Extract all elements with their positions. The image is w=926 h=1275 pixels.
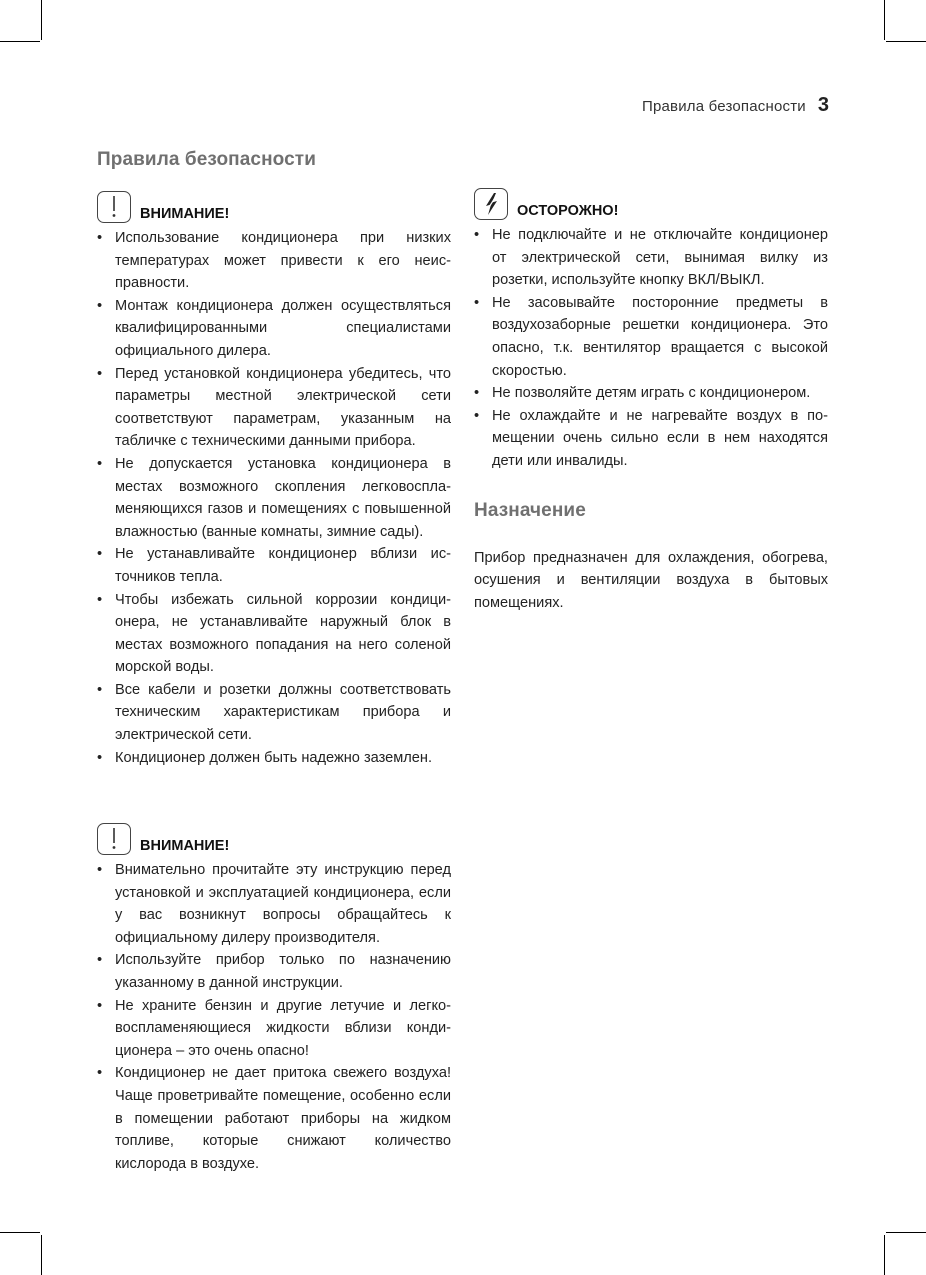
purpose-text: Прибор предназначен для охлаждения, обогрева, осушения и вентиляции воздуха в бытовых помещениях. — [474, 549, 828, 611]
list-item: • Внимательно прочитайте эту инструкцию перед установкой и эксплуатацией кондиционера, если у вас возникнут вопросы обращайтесь к официальному дилеру производителя. — [97, 859, 451, 949]
warning-header — [97, 187, 451, 223]
crop-mark — [886, 41, 926, 42]
list-item: • Используйте прибор только по назначению указанному в данной инструкции. — [97, 949, 451, 994]
list-item: • Перед установкой кондиционера убедитесь, что параметры местной электрической сети соответствуют параметрам, указанным на табличке с техническими данными прибора. — [97, 363, 451, 453]
caution-block — [474, 184, 828, 473]
warning-list — [97, 859, 451, 1175]
section-title: Правила безопасности — [97, 149, 316, 170]
purpose-title: Назначение — [474, 499, 586, 521]
running-title: Правила безопасности — [641, 98, 806, 115]
warning-header — [97, 819, 451, 855]
exclamation-icon — [97, 823, 131, 855]
left-column-lower — [97, 819, 451, 1175]
warning-list — [97, 227, 451, 769]
list-item: • Использование кондиционера при низких температурах может привести к его неисправности. — [97, 227, 451, 295]
crop-mark — [0, 1232, 40, 1233]
warning-block — [97, 187, 451, 769]
crop-mark — [884, 0, 885, 40]
list-item: • Не засовывайте посторонние предметы в воздухозаборные решетки кондиционера. Это опасно, т.к. вентилятор вращается с высокой скоростью. — [474, 292, 828, 382]
crop-mark — [41, 1235, 42, 1275]
list-item: • Не храните бензин и другие летучие и легковоспламеняющиеся жидкости вблизи кондиционера – это очень опасно! — [97, 995, 451, 1063]
list-item: • Не подключайте и не отключайте кондиционер от электрической сети, вынимая вилку из розетки, используйте кнопку ВКЛ/ВЫКЛ. — [474, 224, 828, 292]
caution-list — [474, 224, 828, 473]
exclamation-icon — [97, 191, 131, 223]
list-item: • Монтаж кондиционера должен осуществляться квалифицированными специалистами официального дилера. — [97, 295, 451, 363]
running-header — [642, 94, 829, 117]
lightning-icon — [474, 188, 508, 220]
crop-mark — [884, 1235, 885, 1275]
right-column — [474, 184, 828, 614]
list-item: • Не позволяйте детям играть с кондиционером. — [474, 382, 828, 405]
list-item: • Кондиционер должен быть надежно заземлен. — [97, 747, 451, 770]
list-item: • Чтобы избежать сильной коррозии кондиционера, не устанавливайте наружный блок в местах возможного попадания на него соленой морской воды. — [97, 589, 451, 679]
caution-label: ОСТОРОЖНО! — [517, 203, 619, 219]
list-item: • Кондиционер не дает притока свежего воздуха! Чаще проветривайте помещение, особенно если в помещении работают приборы на жидком топливе, которые снижают количество кислорода в воздухе. — [97, 1062, 451, 1175]
warning-label: ВНИМАНИЕ! — [140, 206, 230, 222]
crop-mark — [886, 1232, 926, 1233]
warning-block — [97, 819, 451, 1175]
caution-header — [474, 184, 828, 220]
warning-label: ВНИМАНИЕ! — [140, 838, 230, 854]
crop-mark — [41, 0, 42, 40]
left-column — [97, 149, 451, 769]
list-item: • Не допускается установка кондиционера в местах возможного скопления легковоспламеняющихся газов и помещениях с повышенной влажностью (ванные комнаты, зимние сады). — [97, 453, 451, 543]
crop-mark — [0, 41, 40, 42]
list-item: • Не охлаждайте и не нагревайте воздух в помещении очень сильно если в нем находятся дети или инвалиды. — [474, 405, 828, 473]
page-number: 3 — [817, 94, 829, 116]
list-item: • Не устанавливайте кондиционер вблизи источников тепла. — [97, 543, 451, 588]
list-item: • Все кабели и розетки должны соответствовать техническим характеристикам прибора и электрической сети. — [97, 679, 451, 747]
